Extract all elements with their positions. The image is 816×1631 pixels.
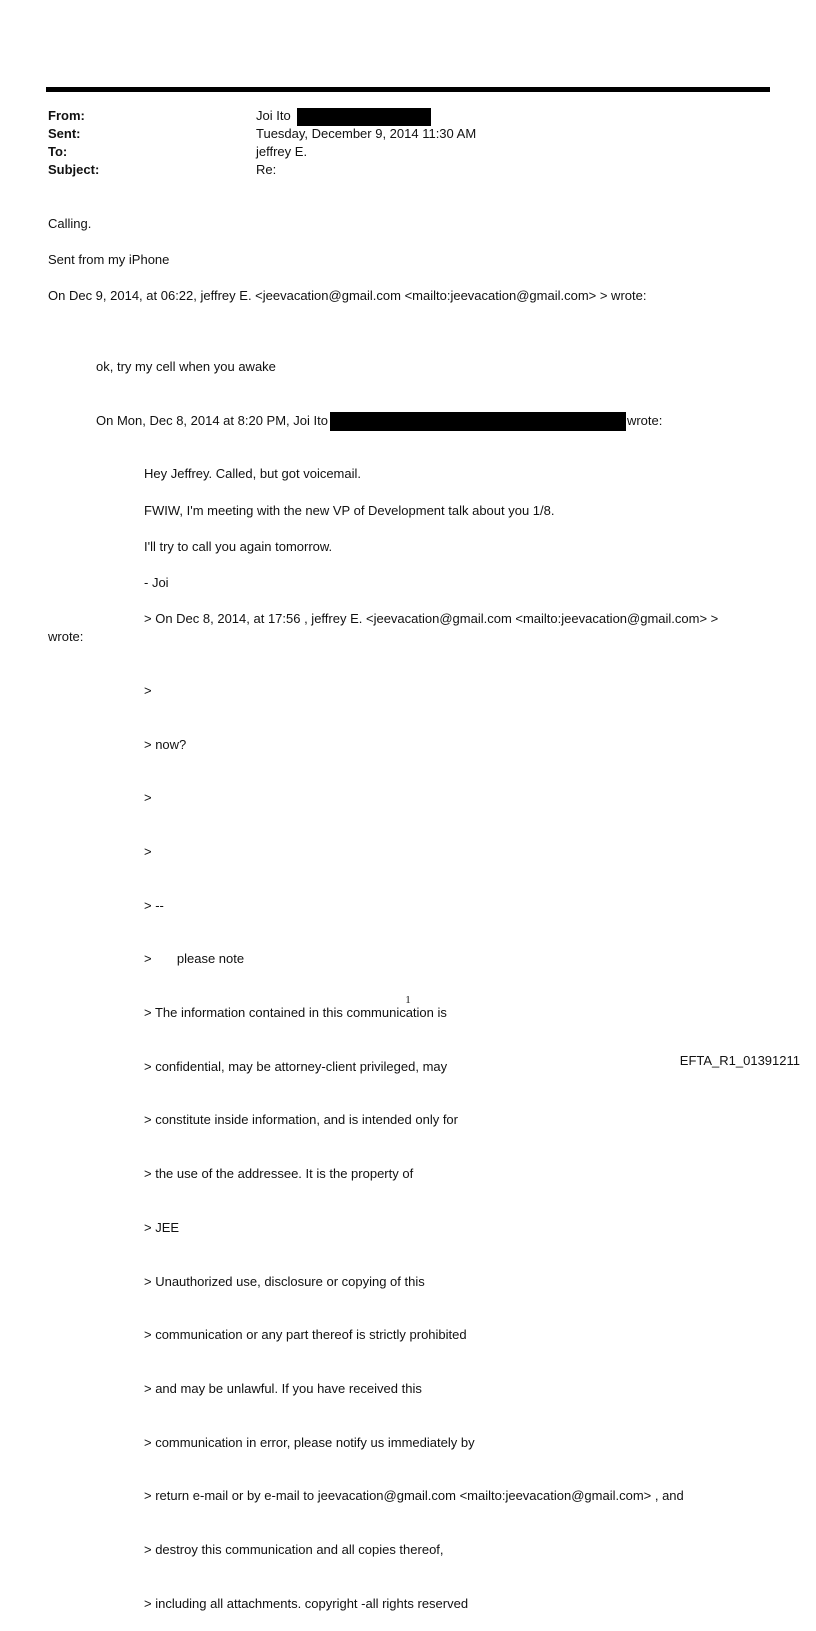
quote3-line: > now? bbox=[144, 736, 187, 752]
quote2-intro-start: On Mon, Dec 8, 2014 at 8:20 PM, Joi Ito bbox=[96, 413, 328, 428]
header-rule bbox=[46, 87, 770, 92]
redaction-box bbox=[330, 412, 626, 431]
sent-label: Sent: bbox=[48, 126, 81, 141]
quote3-line: > constitute inside information, and is intended only for bbox=[144, 1112, 458, 1128]
quote3-line: > The information contained in this communication is bbox=[144, 1005, 447, 1021]
quote3-line: > bbox=[144, 843, 152, 859]
quote3-line: > bbox=[144, 790, 152, 806]
reply-text: Calling. bbox=[48, 216, 92, 231]
quote3-line: > including all attachments. copyright -all rights reserved bbox=[144, 1595, 469, 1611]
subject-label: Subject: bbox=[48, 162, 100, 177]
quote3-line: > and may be unlawful. If you have received this bbox=[144, 1380, 422, 1396]
page-number: 1 bbox=[405, 994, 411, 1006]
redaction-box bbox=[297, 108, 431, 126]
quote1-text: ok, try my cell when you awake bbox=[96, 359, 276, 374]
quote3-line: > confidential, may be attorney-client privileged, may bbox=[144, 1058, 448, 1074]
quote3-line: > destroy this communication and all copies thereof, bbox=[144, 1542, 444, 1558]
quote2-line: - Joi bbox=[144, 575, 169, 590]
document-id: EFTA_R1_01391211 bbox=[679, 1053, 800, 1068]
to-value: jeffrey E. bbox=[256, 144, 308, 159]
quote3-line: > bbox=[144, 682, 152, 698]
quote3-intro: > On Dec 8, 2014, at 17:56 , jeffrey E. <jeevacation@gmail.com <mailto:jeevacation@gmail.com> > bbox=[144, 611, 719, 626]
quote3-wrap: wrote: bbox=[48, 629, 84, 644]
quote2-line: Hey Jeffrey. Called, but got voicemail. bbox=[144, 466, 362, 481]
quoted-disclaimer bbox=[144, 646, 684, 1631]
quote2-intro-end: wrote: bbox=[626, 413, 663, 428]
quote1-intro: On Dec 9, 2014, at 06:22, jeffrey E. <jeevacation@gmail.com <mailto:jeevacation@gmail.com> > wrote: bbox=[48, 288, 647, 303]
quote3-line: > communication in error, please notify us immediately by bbox=[144, 1434, 475, 1450]
subject-value: Re: bbox=[256, 162, 277, 177]
quote2-intro bbox=[96, 412, 662, 431]
quote3-line: > return e-mail or by e-mail to jeevacation@gmail.com <mailto:jeevacation@gmail.com> , and bbox=[144, 1488, 684, 1504]
from-label: From: bbox=[48, 108, 85, 123]
quote2-line: I'll try to call you again tomorrow. bbox=[144, 539, 333, 554]
quote3-line: > please note bbox=[144, 951, 245, 967]
quote3-line: > the use of the addressee. It is the property of bbox=[144, 1166, 414, 1182]
quote3-line: > -- bbox=[144, 897, 164, 913]
quote2-line: FWIW, I'm meeting with the new VP of Development talk about you 1/8. bbox=[144, 503, 555, 518]
from-value: Joi Ito bbox=[256, 108, 291, 123]
sent-value: Tuesday, December 9, 2014 11:30 AM bbox=[256, 126, 477, 141]
quote3-line: > communication or any part thereof is strictly prohibited bbox=[144, 1327, 467, 1343]
quote3-line: > Unauthorized use, disclosure or copying of this bbox=[144, 1273, 425, 1289]
to-label: To: bbox=[48, 144, 68, 159]
quote3-line: > JEE bbox=[144, 1219, 180, 1235]
signature: Sent from my iPhone bbox=[48, 252, 170, 267]
